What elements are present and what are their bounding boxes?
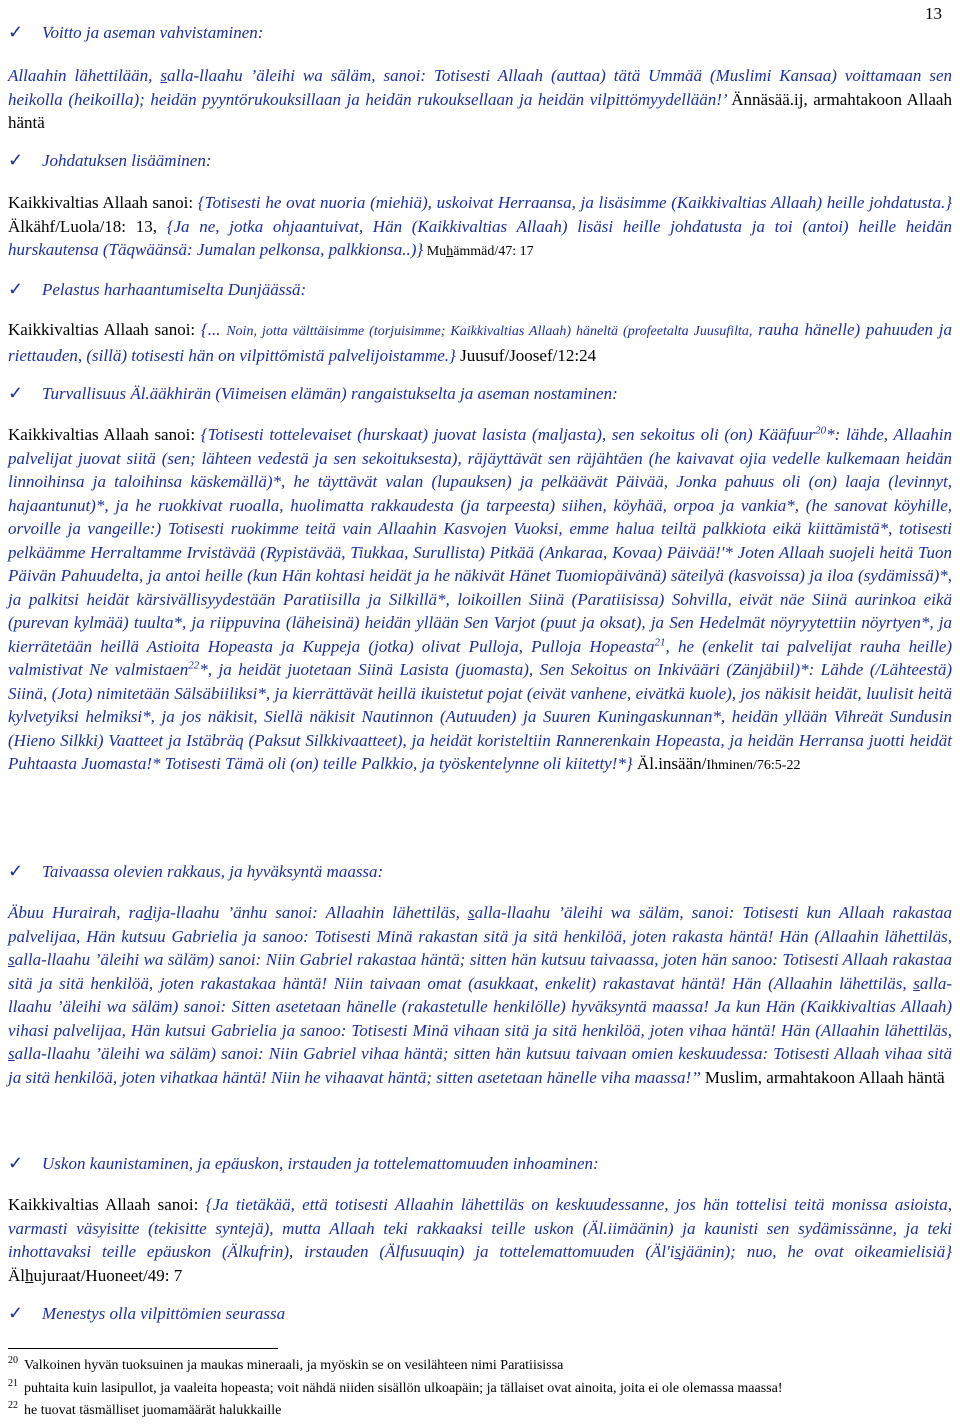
paragraph-love: Äbuu Hurairah, radija-llaahu ’änhu sanoi: Allaahin lähettiläs, salla-llaahu ’äleihi wa säläm, sanoi: Totisesti kun Allaah rakastaa palvelijaa, Hän kutsuu Gabrielia ja sanoo: Totisesti Minä rakastan sitä ja sitä henkilöä, joten rakasta häntä! Hän (Allaahin lähettiläs, salla-llaahu ’äleihi wa säläm) sanoi: Niin Gabriel rakastaa häntä; sitten hän kutsuu taivaassa, joten hän sanoo: Totisesti Allaah rakastaa sitä ja sitä henkilöä, joten rakastakaa häntä! Niin taivaan omat (asukkaat, enkelit) rakastavat häntä! Hän (Allaahin lähettiläs, salla-llaahu ’äleihi wa säläm) sanoi: Sitten asetetaan hänelle (rakastetulle henkilölle) hyväksyntä maassa! Ja kun Hän (Kaikkivaltias Allaah) vihasi palvelijaa, Hän kutsui Gabrielia ja sanoo: Totisesti Minä vihaan sitä ja sitä henkilöä, joten vihaa häntä! Hän (Allaahin lähettiläs, salla-llaahu ’äleihi wa säläm) sanoi: Niin Gabriel vihaa häntä; sitten hän kutsuu taivaan omien keskuudessa: Totisesti Allaah vihaa sitä ja sitä henkilöä, joten vihatkaa häntä! Niin he vihaavat häntä; sitten asetetaan hänelle viha maassa!’’ Muslim, armahtakoon Allaah häntä [8, 903, 952, 1087]
checkmark-icon: ✓ [8, 861, 24, 881]
paragraph-rescue: Kaikkivaltias Allaah sanoi: {... Noin, jotta välttäisimme (torjuisimme; Kaikkivaltias Allaah) häneltä (profeetalta Juusufilta, rauha hänelle) pahuuden ja riettauden, (sillä) totisesti hän on vilpittömistä palvelijoistamme.} Juusuf/Joosef/12:24 [8, 320, 952, 365]
section-heading-love: ✓ Taivaassa olevien rakkaus, ja hyväksyntä maassa: [8, 861, 384, 881]
paragraph-victory: Allaahin lähettilään, salla-llaahu ’äleihi wa säläm, sanoi: Totisesti Allaah (auttaa) tätä Ummää (Muslimi Kansaa) voittamaan sen heikolla (heikoilla); heidän pyyntörukouksillaan ja heidän rukouksellaan ja heidän vilpittömyydellään!’ Ännäsää.ij, armahtakoon Allaah häntä [8, 66, 953, 132]
checkmark-icon: ✓ [8, 22, 24, 42]
checkmark-icon: ✓ [8, 1153, 24, 1173]
section-heading-victory: ✓ Voitto ja aseman vahvistaminen: [8, 22, 264, 42]
section-heading-safety: ✓ Turvallisuus Äl.ääkhirän (Viimeisen elämän) rangaistukselta ja aseman nostaminen: [8, 383, 618, 403]
paragraph-faith: Kaikkivaltias Allaah sanoi: {Ja tietäkää, että totisesti Allaahin lähettiläs on keskuudessanne, jos hän tottelisi teitä monissa asioista, varmasti väsyisitte (tekisitte syntejä), mutta Allaah teki rakkaaksi teille uskon (Äl.iimäänin) ja kaunisti sen sydämissänne, ja teki inhottavaksi teille epäuskon (Älkufrin), irstauden (Älfusuuqin) ja tottelemattomuuden (Äl'isjäänin); nuo, he ovat oikeamielisiä} Älhujuraat/Huoneet/49: 7 [8, 1195, 952, 1285]
checkmark-icon: ✓ [8, 279, 24, 299]
checkmark-icon: ✓ [8, 150, 24, 170]
footnote-separator [8, 1348, 278, 1349]
footnote: $^{22}$ he tuovat täsmälliset juomamäärät halukkaille [8, 1400, 282, 1418]
section-heading-success: ✓ Menestys olla vilpittömien seurassa [8, 1303, 286, 1323]
section-heading-rescue: ✓ Pelastus harhaantumiselta Dunjäässä: [8, 279, 307, 299]
footnote: $^{20}$ Valkoinen hyvän tuoksuinen ja maukas mineraali, ja myöskin se on vesilähteen nimi Paratiisissa [8, 1355, 564, 1373]
paragraph-safety: Kaikkivaltias Allaah sanoi: {Totisesti tottelevaiset (hurskaat) juovat lasista (maljasta), sen sekoitus oli (on) Kääfuur$^{20}$*: lähde, Allaahin palvelijat juovat siitä (sen; lähteen vedestä ja sen sekoituksesta), räjäyttävät sen räjähtäen (he kaivavat ojia vedelle kulkemaan heidän linnoihinsa ja taloihinsa käskemällä)*, he täyttävät valan (lupauksen) ja pelkäävät Päivää, Jonka pahuus oli (on) laaja (levinnyt, hajaantunut)*, ja he ruokkivat ruoalla, huolimatta rakkaudesta (ja tarpeesta) siihen, köyhää, orpoa ja vankia*, (he sanovat köyhille, orvoille ja vangeille:) Totisesti ruokimme teitä vain Allaahin Kasvojen Vuoksi, emme halua teiltä palkkiota eikä kiittämistä*, totisesti pelkäämme Herraltamme Irvistävää (Rypistävää, Tiukkaa, Surullista) Pitkää (Ankaraa, Kovaa) Päivää!'* Joten Allaah suojeli heitä Tuon Päivän Pahuudelta, ja antoi heille (kun Hän kohtasi heidät ja he näkivät Hänet Tuomiopäivänä) säteilyä (kasvoissa) ja iloa (sydämissä)*, ja palkitsi heidät kärsivällisyydestään Paratiisilla ja Silkillä*, loikoillen Siinä (Paratiisissa) Sohvilla, eivät näe Siinä aurinkoa eikä (purevan kylmää) tuulta*, ja riippuvina (läheisinä) heidän yllään Sen Varjot (puut ja oksat), ja Sen Hedelmät nöyryytettiin nöyrtyen*, ja kierrätetään heillä Astioita Hopeasta ja Kuppeja (jotka) olivat Pulloja, Pulloja Hopeasta$^{21}$, he (enkelit tai palvelijat rauha heille) valmistivat Ne valmistaen$^{22}$*, ja heidät juotetaan Siinä Lasista (juomasta), Sen Sekoitus on Inkivääri (Zänjäbiil)*: Lähde (/Lähteestä) Siinä, (Jota) nimitetään Sälsäbiiliksi*, ja kierrättävät heillä ikuistetut pojat (eivät vanhene, eivätkä kuole), jos näkisit heidät, luulisit heitä kylvetyiksi helmiksi*, ja jos näkisit, Siellä näkisit Nautinnon (Autuuden) ja Suuren Kuningaskunnan*, heidän yllään Vihreät Sundusin (Hieno Silkki) Vaatteet ja Istäbräq (Paksut Silkkivaatteet), ja heidät koristeltiin Rannerenkain Hopeasta, ja heidän Herransa juotti heidät Puhtaasta Juomasta!* Totisesti Tämä oli (on) teille Palkkio, ja työskentelynne oli kiitetty!*} Äl.insään/Ihminen/76:5-22 [8, 424, 952, 773]
checkmark-icon: ✓ [8, 1303, 24, 1323]
paragraph-guidance: Kaikkivaltias Allaah sanoi: {Totisesti he ovat nuoria (miehiä), uskoivat Herraansa, ja lisäsimme (Kaikkivaltias Allaah) heille johdatusta.} Älkähf/Luola/18: 13, {Ja ne, jotka ohjaantuivat, Hän (Kaikkivaltias Allaah) lisäsi heille johdatusta ja toi (antoi) heille heidän hurskautensa (Täqwäänsä: Jumalan pelkonsa, palkkionsa..)} Muhämmäd/47: 17 [8, 193, 953, 259]
section-heading-faith: ✓ Uskon kaunistaminen, ja epäuskon, irstauden ja tottelemattomuuden inhoaminen: [8, 1153, 599, 1173]
footnote: $^{21}$ puhtaita kuin lasipullot, ja vaaleita hopeasta; voit nähdä niiden sisällön ulkoapäin; ja tällaiset ovat ainoita, joita ei ole olemassa maassa! [8, 1378, 783, 1396]
checkmark-icon: ✓ [8, 383, 24, 403]
page-number: 13 [925, 4, 942, 23]
section-heading-guidance: ✓ Johdatuksen lisääminen: [8, 150, 212, 170]
